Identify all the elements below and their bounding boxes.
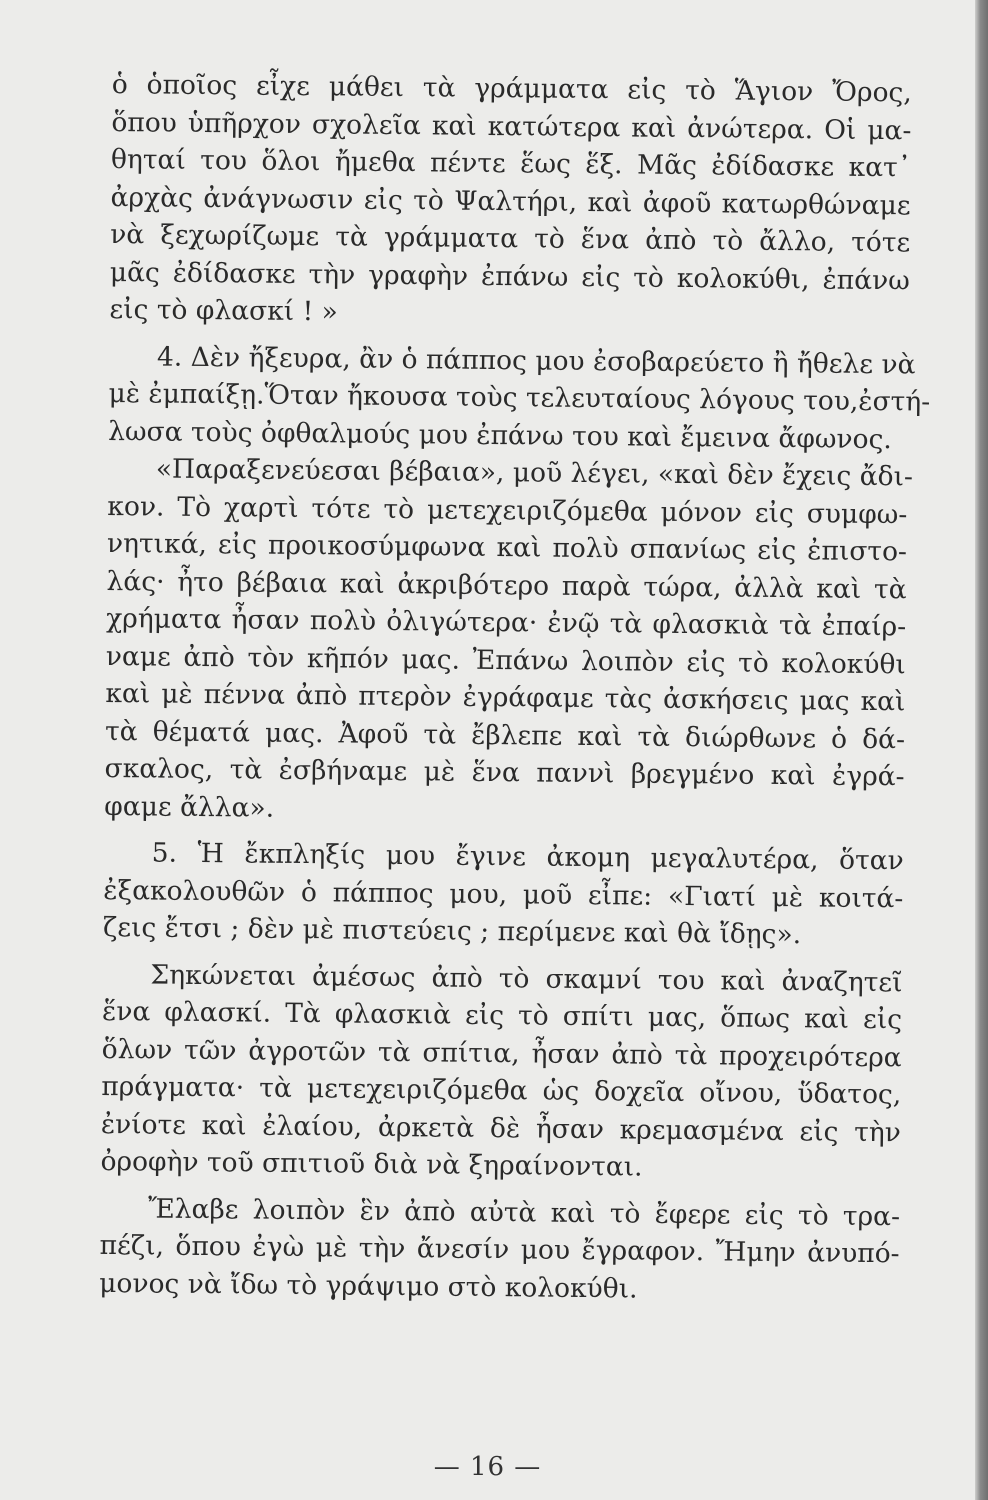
text-line: ὅπου ὑπῆρχον σχολεῖα καὶ κατώτερα καὶ ἀνώτερα. Οἱ μα- <box>111 106 912 146</box>
page-edge-shadow <box>975 0 988 1500</box>
text-line: χρήματα ἦσαν πολὺ ὀλιγώτερα· ἐνῷ τὰ φλασκιὰ τὰ ἐπαίρ- <box>106 602 907 643</box>
text-line: ὁ ὁποῖος εἶχε μάθει τὰ γράμματα εἰς τὸ Ἅγιον Ὄρος, <box>111 68 912 109</box>
text-line: Ἔλαβε λοιπὸν ἓν ἀπὸ αὐτὰ καὶ τὸ ἔφερε εἰς τὸ τρα- <box>147 1192 901 1232</box>
text-line: θηταί του ὅλοι ἤμεθα πέντε ἕως ἕξ. Μᾶς ἐδίδασκε κατ᾽ <box>110 143 912 184</box>
paragraph-2 <box>108 337 931 458</box>
text-line: ἕνα φλασκί. Τὰ φλασκιὰ εἰς τὸ σπίτι μας, ὅπως καὶ εἰς <box>101 995 903 1036</box>
text-line: καὶ μὲ πέννα ἀπὸ πτερὸν ἐγράφαμε τὰς ἀσκήσεις μας καὶ <box>105 677 906 718</box>
text-line: ὀροφὴν τοῦ σπιτιοῦ διὰ νὰ ξηραίνονται. <box>100 1145 643 1183</box>
text-line: Σηκώνεται ἀμέσως ἀπὸ τὸ σκαμνί του καὶ ἀναζητεῖ <box>150 958 903 998</box>
paragraph-5 <box>100 955 902 1188</box>
text-line: 5. Ἡ ἔκπληξίς μου ἔγινε ἀκομη μεγαλυτέρα, ὅταν <box>151 837 904 877</box>
page-number: — 16 — <box>433 1452 542 1482</box>
text-line: λάς· ἦτο βέβαια καὶ ἀκριβότερο παρὰ τώρα, ἀλλὰ καὶ τὰ <box>106 565 907 605</box>
text-line: λωσα τοὺς ὀφθαλμούς μου ἐπάνω του καὶ ἔμεινα ἄφωνος. <box>108 415 893 455</box>
text-line: ἐξακολουθῶν ὁ πάππος μου, μοῦ εἶπε: «Γιατί μὲ κοιτά- <box>103 874 904 914</box>
text-line: «Παραξενεύεσαι βέβαια», μοῦ λέγει, «καὶ δὲν ἔχεις ἄδι- <box>155 453 914 493</box>
paragraph-4 <box>103 834 904 955</box>
paragraph-1 <box>109 66 912 337</box>
text-line: 4. Δὲν ἤξευρα, ἂν ὁ πάππος μου ἐσοβαρεύετο ἢ ἤθελε νὰ <box>156 340 916 380</box>
text-line: νὰ ξεχωρίζωμε τὰ γράμματα τὸ ἕνα ἀπὸ τὸ ἄλλο, τότε <box>110 218 911 259</box>
paragraph-3 <box>104 450 914 833</box>
text-line: πράγματα· τὰ μετεχειριζόμεθα ὡς δοχεῖα οἴνου, ὕδατος, <box>101 1070 902 1111</box>
text-line: μᾶς ἐδίδασκε τὴν γραφὴν ἐπάνω εἰς τὸ κολοκύθι, ἐπάνω <box>109 256 910 296</box>
text-line: μὲ ἐμπαίξῃ.Ὅταν ἤκουσα τοὺς τελευταίους λόγους του,ἐστή- <box>108 377 931 418</box>
text-line: ἀρχὰς ἀνάγνωσιν εἰς τὸ Ψαλτήρι, καὶ ἀφοῦ κατωρθώναμε <box>110 181 911 221</box>
text-line: πέζι, ὅπου ἐγὼ μὲ τὴν ἄνεσίν μου ἔγραφον. Ἤμην ἀνυπό- <box>99 1229 900 1270</box>
text-line: ὅλων τῶν ἀγροτῶν τὰ σπίτια, ἦσαν ἀπὸ τὰ προχειρότερα <box>101 1033 902 1073</box>
text-line: τὰ θέματά μας. Ἀφοῦ τὰ ἔβλεπε καὶ τὰ διώρθωνε ὁ δά- <box>104 715 906 755</box>
text-line: ἐνίοτε καὶ ἐλαίου, ἀρκετὰ δὲ ἦσαν κρεμασμένα εἰς τὴν <box>100 1108 902 1148</box>
text-line: σκαλος, τὰ ἐσβήναμε μὲ ἕνα παννὶ βρεγμένο καὶ ἐγρά- <box>104 752 905 793</box>
body-text <box>99 66 931 1310</box>
text-line: νητικά, εἰς προικοσύμφωνα καὶ πολὺ σπανίως εἰς ἐπιστο- <box>106 527 908 568</box>
text-line: ναμε ἀπὸ τὸν κῆπόν μας. Ἐπάνω λοιπὸν εἰς τὸ κολοκύθι <box>105 640 906 680</box>
text-line: εἰς τὸ φλασκί ! » <box>109 293 339 328</box>
text-line: φαμε ἄλλα». <box>104 790 275 824</box>
text-line: ζεις ἔτσι ; δὲν μὲ πιστεύεις ; περίμενε καὶ θὰ ἴδῃς». <box>102 911 802 951</box>
paragraph-6 <box>99 1189 900 1310</box>
text-line: κον. Τὸ χαρτὶ τότε τὸ μετεχειριζόμεθα μόνον εἰς συμφω- <box>107 490 908 530</box>
text-line: μονος νὰ ἴδω τὸ γράψιμο στὸ κολοκύθι. <box>99 1267 638 1305</box>
